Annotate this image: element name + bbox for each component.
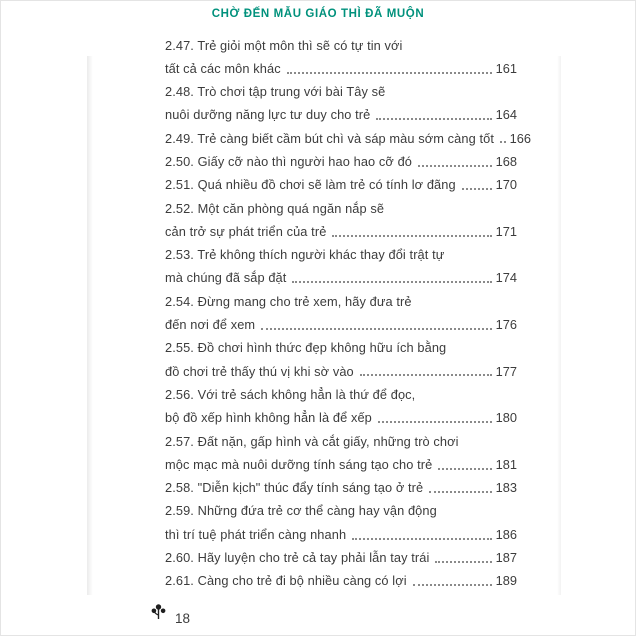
toc-entry [165,80,517,127]
toc-list [165,33,532,592]
toc-entry-text: 2.47. Trẻ giỏi một môn thì sẽ có tự tin với [165,37,403,53]
toc-entry-line [165,499,517,522]
toc-page-number: 180 [495,410,517,426]
toc-entry-line [165,569,517,592]
toc-entry-line [165,80,517,103]
toc-entry-line [165,56,517,79]
dot-leader [438,468,492,470]
toc-entry [165,243,517,290]
toc-entry-text: 2.51. Quá nhiều đồ chơi sẽ làm trẻ có tính lơ đãng [165,177,456,193]
toc-entry-text: cản trở sự phát triển của trẻ [165,223,327,239]
toc-page-number: 164 [495,107,517,123]
toc-page-number: 168 [495,153,517,169]
toc-page-number: 181 [495,456,517,472]
toc-page-number: 183 [495,480,517,496]
toc-entry [165,33,517,80]
toc-entry [165,499,517,546]
toc-page-number: 177 [495,363,517,379]
dot-leader [376,118,492,120]
toc-entry-line [165,289,517,312]
toc-entry [165,196,517,243]
toc-entry-text: 2.60. Hãy luyện cho trẻ cả tay phải lẫn tay trái [165,550,430,566]
toc-entry-text: 2.55. Đồ chơi hình thức đẹp không hữu ích bằng [165,340,447,356]
toc-entry-text: 2.52. Một căn phòng quá ngăn nắp sẽ [165,200,385,216]
toc-entry-line [165,313,517,336]
toc-entry-line [165,33,517,56]
toc-entry [165,476,517,499]
toc-entry-line [165,336,517,359]
dot-leader [378,421,492,423]
toc-entry-text: bộ đồ xếp hình không hẳn là để xếp [165,410,372,426]
toc-entry-text: 2.50. Giấy cỡ nào thì người hao hao cỡ đó [165,153,413,169]
toc-entry-line [165,382,517,405]
toc-entry-text: 2.48. Trò chơi tập trung với bài Tây sẽ [165,84,386,100]
toc-entry-line [165,266,517,289]
page-gutter-shadow [87,56,93,595]
dot-leader [261,328,492,330]
toc-entry-text: đồ chơi trẻ thấy thú vị khi sờ vào [165,363,354,379]
toc-entry-line [165,546,517,569]
page-edge-shadow [557,56,561,595]
toc-entry-text: 2.59. Những đứa trẻ cơ thể càng hay vận động [165,503,437,519]
dot-leader [292,281,492,283]
toc-entry [165,429,517,476]
page-number: 18 [175,611,191,626]
toc-entry-line [165,219,517,242]
toc-entry [165,382,517,429]
toc-page-number: 189 [495,573,517,589]
toc-entry [165,173,517,196]
toc-page-number: 174 [495,270,517,286]
dot-leader [360,374,492,376]
toc-entry-line [165,103,517,126]
dot-leader [287,72,492,74]
toc-entry-text: 2.53. Trẻ không thích người khác thay đổi trật tự [165,247,445,263]
dot-leader [500,141,506,143]
toc-entry [165,289,517,336]
dot-leader [332,235,492,237]
toc-entry-text: 2.61. Càng cho trẻ đi bộ nhiều càng có lợi [165,573,407,589]
dot-leader [352,538,492,540]
toc-entry-line [165,126,532,149]
dot-leader [429,491,492,493]
toc-entry-text: 2.58. "Diễn kịch" thúc đẩy tính sáng tạo ở trẻ [165,480,424,496]
toc-entry-text: thì trí tuệ phát triển càng nhanh [165,526,347,542]
toc-entry-text: đến nơi để xem [165,317,256,333]
sprout-flower-icon [151,604,166,627]
toc-entry-line [165,406,517,429]
book-title: CHỜ ĐẾN MẪU GIÁO THÌ ĐÃ MUỘN [211,8,425,20]
toc-page-number: 176 [495,317,517,333]
toc-entry-text: nuôi dưỡng năng lực tư duy cho trẻ [165,107,371,123]
toc-entry-text: 2.49. Trẻ càng biết cầm bút chì và sáp màu sớm càng tốt [165,130,495,146]
toc-entry [165,149,517,172]
toc-entry-line [165,429,517,452]
toc-entry-line [165,476,517,499]
dot-leader [435,561,492,563]
toc-page-number: 171 [495,223,517,239]
toc-page-number: 161 [495,60,517,76]
dot-leader [413,584,492,586]
toc-page-number: 170 [495,177,517,193]
toc-entry-text: 2.57. Đất nặn, gấp hình và cắt giấy, những trò chơi [165,433,459,449]
toc-entry [165,546,517,569]
page-footer [151,604,190,627]
toc-page-number: 166 [509,130,532,146]
toc-entry-line [165,522,517,545]
toc-entry [165,336,517,383]
toc-entry-line [165,173,517,196]
toc-entry-line [165,196,517,219]
toc-entry-line [165,149,517,172]
toc-entry-text: 2.54. Đừng mang cho trẻ xem, hãy đưa trẻ [165,293,412,309]
toc-entry [165,126,532,149]
toc-entry-line [165,452,517,475]
toc-entry [165,569,517,592]
toc-page-number: 186 [495,526,517,542]
dot-leader [418,165,492,167]
toc-entry-text: mộc mạc mà nuôi dưỡng tính sáng tạo cho trẻ [165,456,433,472]
toc-page-number: 187 [495,550,517,566]
toc-entry-text: 2.56. Với trẻ sách không hẳn là thứ để đọc, [165,386,416,402]
toc-entry-line [165,359,517,382]
toc-entry-text: tất cả các môn khác [165,60,281,76]
toc-entry-text: mà chúng đã sắp đặt [165,270,287,286]
dot-leader [462,188,492,190]
toc-entry-line [165,243,517,266]
